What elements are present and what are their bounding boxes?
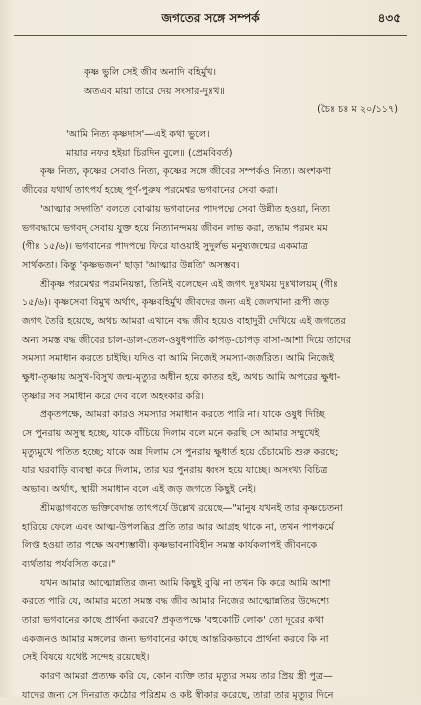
paragraph-line: প্রকৃতপক্ষে, আমরা কারও সমস্যার সমাধান করতে পারি না। যাকে ওষুধ দিচ্ছি xyxy=(40,409,325,421)
paragraph-line: মৃত্যুমুখে পতিত হচ্ছে; যাকে অন্ন দিলাম সে পুনরায় ক্ষুধার্ত হয়ে চেঁচামেচি শুরু করছে; xyxy=(22,446,339,458)
paragraph-line: যখন আমার আত্মোন্নতির জন্য আমি কিছুই বুঝি না তখন কি করে আমি আশা xyxy=(40,577,331,589)
paragraph xyxy=(22,575,404,668)
verse-reference: (চৈঃ চঃ ম ২০/১১৭) xyxy=(317,104,398,116)
paragraph-line: ব্যর্থতায় পর্যবসিত করে।" xyxy=(22,558,116,570)
paragraph-line: শ্রীকৃষ্ণ পরমেশ্বর পরমনিয়ন্তা, তিনিই বলেছেন এই জগৎ দুঃখময় দুঃখালয়ম্ (গীঃ xyxy=(40,278,339,290)
paragraph-line: কৃষ্ণ নিত্য, কৃষ্ণের সেবাও নিত্য, কৃষ্ণের সঙ্গে জীবের সম্পর্কও নিত্য। অংশকণা xyxy=(40,166,332,178)
running-header xyxy=(0,8,421,32)
quote-line: 'আমি নিত্য কৃষ্ণদাস'—এই কথা ভুলে। xyxy=(66,129,210,141)
paragraph-line: ভগবদ্ধামে ভগবদ্ সেবায় যুক্ত হয়ে নিত্যানন্দময় জীবন লাভ করা, তদ্ধাম পরমং মম xyxy=(22,222,328,234)
paragraph xyxy=(22,201,404,276)
paragraph-line: করতে পারি যে, আমার মতো সমস্ত বদ্ধ জীব আমার নিজের আত্মোন্নতির উদ্দেশ্যে xyxy=(22,596,329,608)
paragraph-line: জগৎ তৈরি হয়েছে, অথচ আমরা এখানে বদ্ধ জীব হয়েও বাহাদুরী দেখিয়ে এই জগতের xyxy=(22,315,346,327)
paragraph-line: কারণ আমরা প্রত্যক্ষ করি যে, কোন ব্যক্তি তার মৃত্যুর সময় তার প্রিয় স্ত্রী পুত্র— xyxy=(40,671,333,682)
running-title: জগতের সঙ্গে সম্পর্ক xyxy=(161,11,260,25)
paragraph-line: (গীঃ ১৫/৬)। ভগবানের পাদপদ্মে ফিরে যাওয়াই সুদুর্লভ মনুষ্যজন্মের একমাত্র xyxy=(22,241,308,253)
paragraph-line: ১৫/৬)। কৃষ্ণসেবা বিমুখ অর্থাৎ, কৃষ্ণবহির্মুখ জীবদের জন্য এই জেলখানা রূপী জড় xyxy=(22,297,330,309)
paragraph-line: হারিয়ে ফেলে এবং আত্ম-উপলব্ধির প্রতি তার আর আগ্রহ থাকে না, তখন পাপকর্মে xyxy=(22,521,334,533)
quote-line: মায়ার নফর হইয়া চিরদিন বুলে॥ (প্রেমবিবর্ত) xyxy=(66,147,233,159)
paragraph-line: সমস্যা সমাধান করতে চাইছি। যদিও বা আমি নিজেই সমস্যা-জর্জরিত। আমি নিজেই xyxy=(22,353,335,365)
paragraph-line: যাদের জন্য সে দিনরাত কঠোর পরিশ্রম ও কষ্ট স্বীকার করেছে, তারা তার মৃত্যুর দিনে xyxy=(22,689,334,701)
paragraph xyxy=(22,406,404,499)
verse-line: কৃষ্ণ ভুলি সেই জীব অনাদি বহির্মুখ। xyxy=(84,67,217,78)
paragraph-line: জীবের যথার্থ তাৎপর্য হচ্ছে পূর্ণ-পুরুষ পরমেশ্বর ভগবানের সেবা করা। xyxy=(22,185,278,197)
verse-line: অতএব মায়া তারে দেয় সংসার-দুঃখ॥ xyxy=(84,85,225,97)
paragraph-line: সে পুনরায় অসুস্থ হচ্ছে, যাকে বাঁচিয়ে দিলাম বলে মনে করছি সে আমার সম্মুখেই xyxy=(22,428,320,440)
paragraph xyxy=(22,163,404,200)
paragraph-line: 'আত্মার সদ্গতি' বলতে বোঝায় ভগবানের পাদপদ্মে সেবা উন্নীত হওয়া, নিত্য xyxy=(40,203,330,215)
paragraph-line: ক্ষুধা-তৃষ্ণায় অসুখ-বিসুখ জন্ম-মৃত্যুর অধীন হয়ে কাতর হই, অথচ আমি অপরের ক্ষুধা- xyxy=(22,372,341,383)
paragraph xyxy=(22,668,404,705)
header-rule xyxy=(14,35,407,36)
paragraph-line: সেই বিষয়ে যথেষ্ট সন্দেহ রয়েছেই। xyxy=(22,652,150,664)
paragraph-line: সার্থকতা। কিন্তু 'কৃষ্ণভজন' ছাড়া 'আত্মার উন্নতি' অসম্ভব। xyxy=(22,259,240,271)
page-body xyxy=(22,64,404,705)
page-number: ৪৩৫ xyxy=(377,11,401,25)
paragraph xyxy=(22,500,404,575)
paragraph xyxy=(22,276,404,407)
paragraphs xyxy=(22,163,404,705)
paragraph-line: লিপ্ত হওয়া তার পক্ষে অবশ্যম্ভাবী। কৃষ্ণভাবনাবিহীন সমস্ত কার্যকলাপই জীবনকে xyxy=(22,540,318,552)
paragraph-line: যার ঘরবাড়ি ব্যবস্থা করে দিলাম, তার ঘর পুনরায় ধ্বংস হয়ে যাচ্ছে। অসংখ্য বিচিত্র xyxy=(22,465,328,477)
paragraph-line: তৃষ্ণার সব সমাধান করে দেব বলে অহংকার করি। xyxy=(22,390,204,402)
paragraph-line: একজনও আমার মঙ্গলের জন্য ভগবানের কাছে আন্তরিকভাবে প্রার্থনা করবে কি না xyxy=(22,633,329,645)
paragraph-line: শ্রীমদ্ভাগবতে ভক্তিবেদান্ত তাৎপর্যে উল্লেখ রয়েছে—"মানুষ যখনই তার কৃষ্ণচেতনা xyxy=(40,502,343,514)
paragraph-line: তারা ভগবানের কাছে প্রার্থনা করবে? প্রকৃতপক্ষে 'বহুকোটি লোক' তো দূরের কথা xyxy=(22,614,324,626)
paragraph-line: অন্য সমস্ত বদ্ধ জীবের চাল-ডাল-তেল-ওষুধপাতি কাপড়-চোপড় বাসা-আশা দিয়ে তাদের xyxy=(22,334,351,346)
paragraph-line: অভাব। অর্থাৎ, স্থায়ী সমাধান বলে এই জড় জগতে কিছুই নেই। xyxy=(22,484,257,496)
